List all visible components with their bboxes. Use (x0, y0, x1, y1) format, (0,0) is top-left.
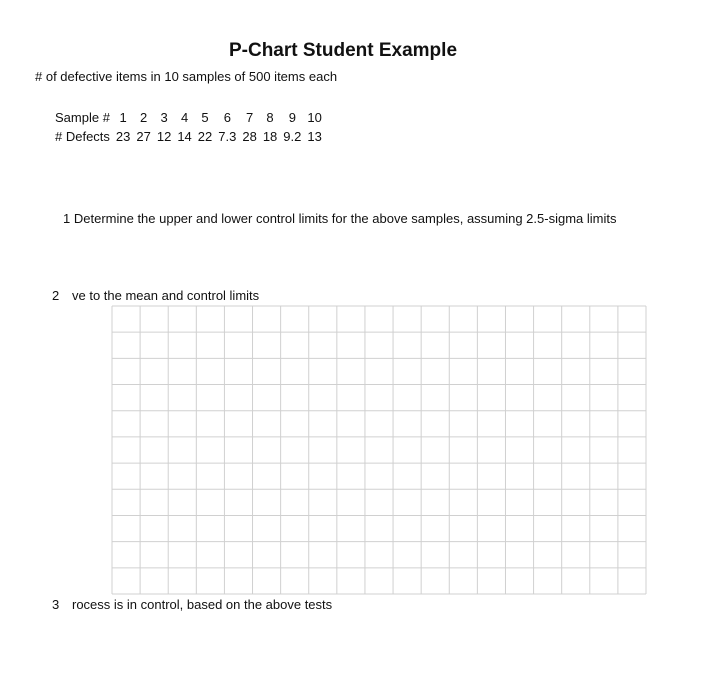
defects-label: # Defects (55, 129, 110, 144)
defect-count-cell: 12 (156, 129, 172, 144)
graph-paper-grid (111, 305, 647, 595)
defect-count-cell: 22 (197, 129, 213, 144)
question-number: 1 (63, 211, 71, 226)
defect-count-cell: 27 (136, 129, 151, 144)
question-3 (52, 597, 332, 612)
sample-number-cell: 6 (223, 110, 231, 125)
defect-count-cell: 9.2 (283, 129, 302, 144)
sample-row (52, 108, 325, 127)
question-text: ve to the mean and control limits (72, 288, 260, 303)
sample-number-cell: 8 (266, 110, 274, 125)
defect-count-cell: 14 (177, 129, 192, 144)
sample-number-cell: 4 (180, 110, 189, 125)
sample-number-cell: 9 (288, 110, 296, 125)
defect-count-cell: 28 (242, 129, 257, 144)
question-number: 3 (52, 597, 60, 612)
sample-number-cell: 2 (140, 110, 148, 125)
defect-count-cell: 18 (262, 129, 278, 144)
defect-count-cell: 23 (115, 129, 131, 144)
problem-description: # of defective items in 10 samples of 500 items each (35, 69, 338, 84)
sample-label: Sample # (55, 110, 110, 125)
sample-data-table (52, 108, 325, 146)
question-text: Determine the upper and lower control limits for the above samples, assuming 2.5-sigma limits (73, 211, 617, 226)
question-2 (52, 288, 259, 303)
sample-number-cell: 10 (307, 110, 322, 125)
sample-number-cell: 3 (160, 110, 168, 125)
sample-number-cell: 7 (245, 110, 254, 125)
question-text: rocess is in control, based on the above tests (72, 597, 333, 612)
defect-count-cell: 7.3 (218, 129, 237, 144)
question-number: 2 (52, 288, 60, 303)
defect-count-cell: 13 (307, 129, 322, 144)
sample-number-cell: 5 (201, 110, 209, 125)
question-1 (63, 211, 650, 226)
page-title: P-Chart Student Example (228, 40, 458, 61)
defects-row (52, 127, 325, 146)
sample-number-cell: 1 (119, 110, 127, 125)
